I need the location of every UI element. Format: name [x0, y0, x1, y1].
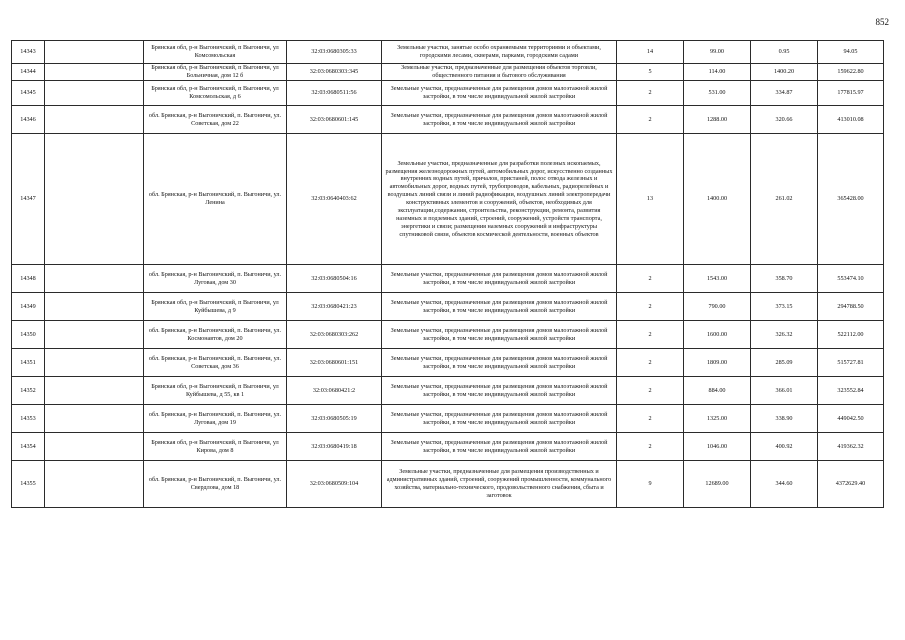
table-row: [12, 293, 884, 321]
address-cell: обл. Брянская, р-н Выгоничский, п. Выгоничи, ул. Космонавтов, дом 20: [144, 321, 287, 349]
land-use-cell: Земельные участки, предназначенные для размещения объектов торговли, общественного питания и бытового обслуживания: [382, 64, 617, 81]
area-cell: 1543.00: [684, 265, 751, 293]
cadastral-number-cell: 32:03:0680505:19: [287, 405, 382, 433]
page-number: 852: [875, 17, 889, 27]
specific-value-cell: 334.87: [751, 81, 818, 106]
area-cell: 1046.00: [684, 433, 751, 461]
area-cell: 114.00: [684, 64, 751, 81]
land-use-cell: Земельные участки, предназначенные для размещения домов малоэтажной жилой застройки, в том числе индивидуальной жилой застройки: [382, 405, 617, 433]
cadastral-number-cell: 32:03:0680504:16: [287, 265, 382, 293]
row-number: 14348: [12, 265, 45, 293]
area-cell: 884.00: [684, 377, 751, 405]
cadastral-number-cell: 32:03:0640403:62: [287, 134, 382, 265]
area-cell: 1809.00: [684, 349, 751, 377]
group-code-cell: 2: [617, 433, 684, 461]
table-row: [12, 405, 884, 433]
table-row: [12, 81, 884, 106]
row-number: 14344: [12, 64, 45, 81]
empty-cell: [45, 81, 144, 106]
cadastral-value-cell: 419362.32: [818, 433, 884, 461]
row-number: 14346: [12, 106, 45, 134]
empty-cell: [45, 64, 144, 81]
cadastral-number-cell: 32:03:0680511:56: [287, 81, 382, 106]
cadastral-value-cell: 294788.50: [818, 293, 884, 321]
land-use-cell: Земельные участки, предназначенные для разработки полезных ископаемых, размещения железнодорожных путей, автомобильных дорог, искусственно созданных внутренних водных путей, причалов, пристаней, полос отвода железных и автомобильных дорог, водных путей, трубопроводов, кабельных, радиорелейных и воздушных линий связи и линий радиофикации, воздушных линий электропередачи конструктивных элементов и сооружений, объектов, необходимых для эксплуатации,содержания, строительства, реконструкции, ремонта, развития наземных и подземных зданий, строений, сооружений, устройств транспорта, энергетики и связи; размещения наземных сооружений и инфраструктуры спутниковой связи, объектов космической деятельности, военных объектов: [382, 134, 617, 265]
group-code-cell: 2: [617, 321, 684, 349]
specific-value-cell: 358.70: [751, 265, 818, 293]
cadastral-value-cell: 553474.10: [818, 265, 884, 293]
specific-value-cell: 373.15: [751, 293, 818, 321]
cadastral-value-cell: 94.05: [818, 41, 884, 64]
group-code-cell: 13: [617, 134, 684, 265]
group-code-cell: 5: [617, 64, 684, 81]
cadastral-value-cell: 365428.00: [818, 134, 884, 265]
empty-cell: [45, 321, 144, 349]
row-number: 14352: [12, 377, 45, 405]
land-use-cell: Земельные участки, предназначенные для размещения домов малоэтажной жилой застройки, в том числе индивидуальной жилой застройки: [382, 81, 617, 106]
empty-cell: [45, 377, 144, 405]
empty-cell: [45, 461, 144, 508]
row-number: 14354: [12, 433, 45, 461]
address-cell: обл. Брянская, р-н Выгоничский, п. Выгоничи, ул. Советская, дом 22: [144, 106, 287, 134]
land-use-cell: Земельные участки, предназначенные для размещения домов малоэтажной жилой застройки, в том числе индивидуальной жилой застройки: [382, 377, 617, 405]
cadastral-number-cell: 32:03:0680509:104: [287, 461, 382, 508]
cadastral-number-cell: 32:03:0680601:151: [287, 349, 382, 377]
empty-cell: [45, 106, 144, 134]
address-cell: обл. Брянская, р-н Выгоничский, п. Выгоничи, ул. Ленина: [144, 134, 287, 265]
empty-cell: [45, 265, 144, 293]
group-code-cell: 2: [617, 405, 684, 433]
cadastral-number-cell: 32:03:0680303:262: [287, 321, 382, 349]
specific-value-cell: 261.02: [751, 134, 818, 265]
cadastral-value-cell: 413010.08: [818, 106, 884, 134]
address-cell: Брянская обл, р-н Выгоничский, п Выгоничи, ул Комсомольская: [144, 41, 287, 64]
specific-value-cell: 320.66: [751, 106, 818, 134]
table-row: [12, 321, 884, 349]
area-cell: 99.00: [684, 41, 751, 64]
land-use-cell: Земельные участки, предназначенные для размещения домов малоэтажной жилой застройки, в том числе индивидуальной жилой застройки: [382, 106, 617, 134]
area-cell: 1288.00: [684, 106, 751, 134]
cadastral-value-cell: 522112.00: [818, 321, 884, 349]
group-code-cell: 2: [617, 293, 684, 321]
cadastral-number-cell: 32:03:0680305:33: [287, 41, 382, 64]
group-code-cell: 14: [617, 41, 684, 64]
address-cell: Брянская обл, р-н Выгоничский, п Выгоничи, ул Куйбышева, д 55, кв 1: [144, 377, 287, 405]
table-row: [12, 265, 884, 293]
land-use-cell: Земельные участки, предназначенные для размещения домов малоэтажной жилой застройки, в том числе индивидуальной жилой застройки: [382, 349, 617, 377]
empty-cell: [45, 405, 144, 433]
row-number: 14349: [12, 293, 45, 321]
table-row: [12, 461, 884, 508]
land-use-cell: Земельные участки, предназначенные для размещения домов малоэтажной жилой застройки, в том числе индивидуальной жилой застройки: [382, 265, 617, 293]
empty-cell: [45, 433, 144, 461]
land-use-cell: Земельные участки, занятые особо охраняемыми территориями и объектами, городскими лесами, скверами, парками, городскими садами: [382, 41, 617, 64]
specific-value-cell: 400.92: [751, 433, 818, 461]
table-row: [12, 134, 884, 265]
row-number: 14353: [12, 405, 45, 433]
cadastral-number-cell: 32:03:0680303:345: [287, 64, 382, 81]
area-cell: 12689.00: [684, 461, 751, 508]
table-row: [12, 349, 884, 377]
row-number: 14351: [12, 349, 45, 377]
cadastral-value-cell: 323552.84: [818, 377, 884, 405]
cadastral-number-cell: 32:03:0680421:23: [287, 293, 382, 321]
row-number: 14350: [12, 321, 45, 349]
specific-value-cell: 0.95: [751, 41, 818, 64]
row-number: 14347: [12, 134, 45, 265]
address-cell: обл. Брянская, р-н Выгоничский, п. Выгоничи, ул. Свердлова, дом 18: [144, 461, 287, 508]
group-code-cell: 2: [617, 106, 684, 134]
cadastral-value-cell: 449042.50: [818, 405, 884, 433]
address-cell: Брянская обл, р-н Выгоничский, п Выгоничи, ул Кирова, дом 8: [144, 433, 287, 461]
area-cell: 531.00: [684, 81, 751, 106]
land-use-cell: Земельные участки, предназначенные для размещения домов малоэтажной жилой застройки, в том числе индивидуальной жилой застройки: [382, 321, 617, 349]
address-cell: Брянская обл, р-н Выгоничский, п Выгоничи, ул Куйбышева, д 9: [144, 293, 287, 321]
row-number: 14345: [12, 81, 45, 106]
empty-cell: [45, 293, 144, 321]
specific-value-cell: 326.32: [751, 321, 818, 349]
empty-cell: [45, 134, 144, 265]
specific-value-cell: 366.01: [751, 377, 818, 405]
group-code-cell: 2: [617, 265, 684, 293]
address-cell: Брянская обл, р-н Выгоничский, п Выгоничи, ул Комсомольская, д 6: [144, 81, 287, 106]
land-registry-table: [11, 40, 884, 508]
address-cell: обл. Брянская, р-н Выгоничский, п. Выгоничи, ул. Советская, дом 36: [144, 349, 287, 377]
cadastral-value-cell: 4372629.40: [818, 461, 884, 508]
table-row: [12, 377, 884, 405]
group-code-cell: 2: [617, 377, 684, 405]
specific-value-cell: 285.09: [751, 349, 818, 377]
area-cell: 1600.00: [684, 321, 751, 349]
specific-value-cell: 1400.20: [751, 64, 818, 81]
land-use-cell: Земельные участки, предназначенные для размещения домов малоэтажной жилой застройки, в том числе индивидуальной жилой застройки: [382, 433, 617, 461]
land-use-cell: Земельные участки, предназначенные для размещения домов малоэтажной жилой застройки, в том числе индивидуальной жилой застройки: [382, 293, 617, 321]
group-code-cell: 2: [617, 349, 684, 377]
address-cell: Брянская обл, р-н Выгоничский, п Выгоничи, ул Больничная, дом 12 б: [144, 64, 287, 81]
specific-value-cell: 338.90: [751, 405, 818, 433]
group-code-cell: 2: [617, 81, 684, 106]
area-cell: 790.00: [684, 293, 751, 321]
area-cell: 1325.00: [684, 405, 751, 433]
empty-cell: [45, 41, 144, 64]
cadastral-number-cell: 32:03:0680419:18: [287, 433, 382, 461]
row-number: 14343: [12, 41, 45, 64]
cadastral-value-cell: 177815.97: [818, 81, 884, 106]
cadastral-number-cell: 32:03:0680421:2: [287, 377, 382, 405]
address-cell: обл. Брянская, р-н Выгоничский, п. Выгоничи, ул. Луговая, дом 30: [144, 265, 287, 293]
row-number: 14355: [12, 461, 45, 508]
land-use-cell: Земельные участки, предназначенные для размещения производственных и административных зданий, строений, сооружений промышленности, коммунального хозяйства, материально-технического, продовольственного снабжения, сбыта и заготовок: [382, 461, 617, 508]
table-row: [12, 106, 884, 134]
area-cell: 1400.00: [684, 134, 751, 265]
cadastral-number-cell: 32:03:0680601:145: [287, 106, 382, 134]
table-row: [12, 433, 884, 461]
cadastral-value-cell: 159622.80: [818, 64, 884, 81]
group-code-cell: 9: [617, 461, 684, 508]
address-cell: обл. Брянская, р-н Выгоничский, п. Выгоничи, ул. Луговая, дом 19: [144, 405, 287, 433]
table-row: [12, 41, 884, 64]
table-row: [12, 64, 884, 81]
specific-value-cell: 344.60: [751, 461, 818, 508]
cadastral-value-cell: 515727.81: [818, 349, 884, 377]
empty-cell: [45, 349, 144, 377]
